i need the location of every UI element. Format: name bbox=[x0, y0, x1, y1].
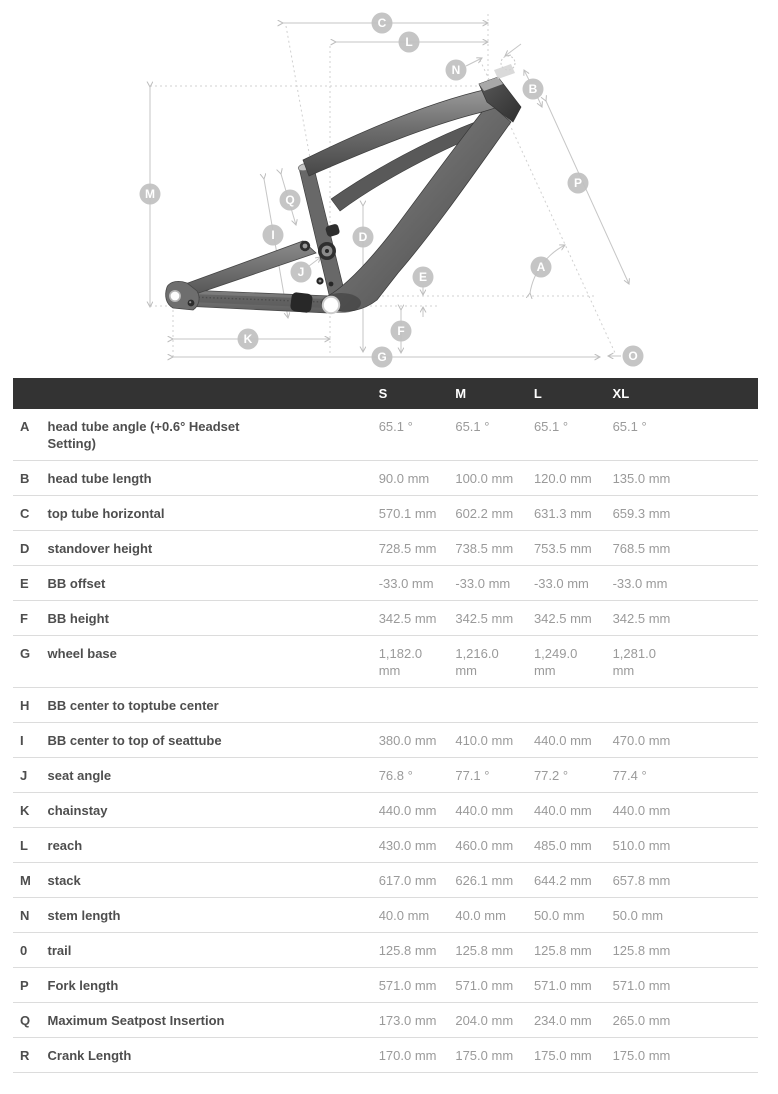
cell-value: 40.0 mm bbox=[378, 908, 430, 923]
cell-value: 753.5 mm bbox=[533, 541, 592, 556]
cell-value: 50.0 mm bbox=[533, 908, 585, 923]
cell-value: 659.3 mm bbox=[612, 506, 671, 521]
table-row bbox=[13, 898, 758, 933]
cell-value: -33.0 mm bbox=[455, 576, 511, 591]
cell-value: 175.0 mm bbox=[533, 1048, 592, 1063]
cell-value: 125.8 mm bbox=[378, 943, 437, 958]
row-letter: K bbox=[20, 803, 30, 818]
row-label: BB offset bbox=[47, 576, 106, 591]
cell-value: 644.2 mm bbox=[533, 873, 592, 888]
row-label: reach bbox=[47, 838, 83, 853]
cell-value: 1,281.0 mm bbox=[612, 646, 656, 678]
cell-value: 120.0 mm bbox=[533, 471, 592, 486]
row-label: stem length bbox=[47, 908, 121, 923]
cell-value: 571.0 mm bbox=[612, 978, 671, 993]
cell-value: 265.0 mm bbox=[612, 1013, 671, 1028]
cell-value: 125.8 mm bbox=[533, 943, 592, 958]
row-letter: F bbox=[20, 611, 28, 626]
cell-value: 175.0 mm bbox=[455, 1048, 514, 1063]
cell-value: 175.0 mm bbox=[612, 1048, 671, 1063]
row-letter: D bbox=[20, 541, 30, 556]
cell-value: 570.1 mm bbox=[378, 506, 437, 521]
badge-letter: J bbox=[297, 265, 305, 280]
cell-value: 77.4 ° bbox=[612, 768, 647, 783]
badge-letter: Q bbox=[285, 193, 295, 208]
badge-letter: N bbox=[451, 63, 461, 78]
table-row bbox=[13, 723, 758, 758]
cell-value: 602.2 mm bbox=[455, 506, 514, 521]
table-row bbox=[13, 531, 758, 566]
row-letter: Q bbox=[20, 1013, 31, 1028]
cell-value: 1,249.0 mm bbox=[533, 646, 578, 678]
badge-letter: I bbox=[271, 228, 275, 243]
table-row bbox=[13, 1038, 758, 1073]
cell-value: 90.0 mm bbox=[378, 471, 430, 486]
badge-letter: D bbox=[358, 230, 368, 245]
cell-value: 77.1 ° bbox=[455, 768, 490, 783]
row-letter: A bbox=[20, 419, 30, 434]
row-label: Maximum Seatpost Insertion bbox=[47, 1013, 225, 1028]
table-row bbox=[13, 863, 758, 898]
table-body bbox=[13, 409, 758, 1073]
row-label: BB center to toptube center bbox=[47, 698, 219, 713]
row-label: Crank Length bbox=[47, 1048, 132, 1063]
table-row bbox=[13, 828, 758, 863]
cell-value bbox=[534, 697, 613, 714]
row-label: trail bbox=[47, 943, 72, 958]
cell-value: 125.8 mm bbox=[455, 943, 514, 958]
cell-value: 617.0 mm bbox=[378, 873, 437, 888]
row-letter: J bbox=[20, 768, 28, 783]
table-row bbox=[13, 1003, 758, 1038]
row-letter: G bbox=[20, 646, 31, 661]
cell-value: 440.0 mm bbox=[455, 803, 514, 818]
table-row bbox=[13, 461, 758, 496]
table-row bbox=[13, 793, 758, 828]
cell-value: 485.0 mm bbox=[533, 838, 592, 853]
cell-value: 170.0 mm bbox=[378, 1048, 437, 1063]
cell-value: 342.5 mm bbox=[612, 611, 671, 626]
cell-value: 65.1 ° bbox=[455, 419, 490, 434]
row-letter: L bbox=[20, 838, 28, 853]
cell-value: 65.1 ° bbox=[612, 419, 647, 434]
cell-value: 342.5 mm bbox=[533, 611, 592, 626]
cell-value bbox=[455, 697, 534, 714]
row-label: seat angle bbox=[47, 768, 112, 783]
cell-value: 657.8 mm bbox=[612, 873, 671, 888]
cell-value: 460.0 mm bbox=[455, 838, 514, 853]
table-row bbox=[13, 636, 758, 688]
table-row bbox=[13, 409, 758, 461]
row-letter: C bbox=[20, 506, 30, 521]
cell-value: 65.1 ° bbox=[378, 419, 413, 434]
row-label: Fork length bbox=[47, 978, 119, 993]
row-letter: N bbox=[20, 908, 30, 923]
cell-value bbox=[379, 697, 456, 714]
badge-letter: L bbox=[405, 35, 413, 50]
geometry-table bbox=[13, 378, 758, 1073]
row-label: stack bbox=[47, 873, 81, 888]
table-header bbox=[13, 378, 758, 409]
cell-value: 100.0 mm bbox=[455, 471, 514, 486]
cell-value: 173.0 mm bbox=[378, 1013, 437, 1028]
badge-letter: M bbox=[145, 187, 155, 202]
cell-value: 204.0 mm bbox=[455, 1013, 514, 1028]
cell-value: 40.0 mm bbox=[455, 908, 506, 923]
row-label: chainstay bbox=[47, 803, 108, 818]
row-letter: H bbox=[20, 698, 30, 713]
col-header-s: S bbox=[378, 386, 388, 401]
badge-letter: A bbox=[536, 260, 546, 275]
cell-value: 65.1 ° bbox=[533, 419, 569, 434]
row-letter: I bbox=[20, 733, 24, 748]
cell-value: 135.0 mm bbox=[612, 471, 671, 486]
cell-value: -33.0 mm bbox=[378, 576, 434, 591]
cell-value: 470.0 mm bbox=[612, 733, 671, 748]
badge-letter: K bbox=[243, 332, 253, 347]
row-letter: E bbox=[20, 576, 29, 591]
cell-value: 440.0 mm bbox=[612, 803, 671, 818]
cell-value: 571.0 mm bbox=[533, 978, 592, 993]
table-row bbox=[13, 933, 758, 968]
table-row bbox=[13, 688, 758, 723]
row-letter: 0 bbox=[20, 943, 28, 958]
cell-value: -33.0 mm bbox=[612, 576, 668, 591]
cell-value bbox=[613, 697, 758, 714]
cell-value: 1,216.0 mm bbox=[455, 646, 499, 678]
cell-value: 728.5 mm bbox=[378, 541, 437, 556]
cell-value: 234.0 mm bbox=[533, 1013, 592, 1028]
cell-value: 631.3 mm bbox=[533, 506, 592, 521]
cell-value: 571.0 mm bbox=[455, 978, 514, 993]
row-label: wheel base bbox=[47, 646, 117, 661]
badge-letter: O bbox=[628, 349, 638, 364]
cell-value: 738.5 mm bbox=[455, 541, 514, 556]
row-label: head tube length bbox=[47, 471, 152, 486]
cell-value: 76.8 ° bbox=[378, 768, 413, 783]
table-row bbox=[13, 601, 758, 636]
cell-value: 380.0 mm bbox=[378, 733, 437, 748]
bike-geometry-diagram bbox=[0, 0, 778, 375]
col-header-xl: XL bbox=[612, 386, 630, 401]
table-row bbox=[13, 758, 758, 793]
cell-value: 50.0 mm bbox=[612, 908, 664, 923]
cell-value: 125.8 mm bbox=[612, 943, 671, 958]
row-letter: B bbox=[20, 471, 30, 486]
row-label: top tube horizontal bbox=[47, 506, 165, 521]
badge-letter: F bbox=[397, 324, 405, 339]
cell-value: 440.0 mm bbox=[378, 803, 437, 818]
row-label: BB height bbox=[47, 611, 109, 626]
badge-letter: P bbox=[573, 176, 583, 191]
bike-frame-illustration bbox=[166, 56, 521, 313]
cell-value: 510.0 mm bbox=[612, 838, 671, 853]
col-header-l: L bbox=[533, 386, 542, 401]
cell-value: 440.0 mm bbox=[533, 733, 592, 748]
table-row bbox=[13, 496, 758, 531]
col-header-m: M bbox=[455, 386, 467, 401]
cell-value: 430.0 mm bbox=[378, 838, 437, 853]
cell-value: 626.1 mm bbox=[455, 873, 514, 888]
badge-letter: C bbox=[377, 16, 387, 31]
cell-value: 410.0 mm bbox=[455, 733, 514, 748]
badge-letter: G bbox=[377, 350, 387, 365]
cell-value: 571.0 mm bbox=[378, 978, 437, 993]
row-label: head tube angle (+0.6° Headset Setting) bbox=[47, 419, 240, 451]
cell-value: 768.5 mm bbox=[612, 541, 671, 556]
table-row bbox=[13, 566, 758, 601]
row-letter: R bbox=[20, 1048, 30, 1063]
cell-value: -33.0 mm bbox=[533, 576, 589, 591]
row-letter: M bbox=[20, 873, 31, 888]
cell-value: 342.5 mm bbox=[378, 611, 437, 626]
row-letter: P bbox=[20, 978, 29, 993]
badge-letter: E bbox=[418, 270, 428, 285]
cell-value: 77.2 ° bbox=[533, 768, 569, 783]
measurement-badges bbox=[140, 13, 644, 368]
cell-value: 342.5 mm bbox=[455, 611, 514, 626]
row-label: BB center to top of seattube bbox=[47, 733, 222, 748]
badge-letter: B bbox=[528, 82, 538, 97]
row-label: standover height bbox=[47, 541, 153, 556]
cell-value: 1,182.0 mm bbox=[378, 646, 423, 678]
cell-value: 440.0 mm bbox=[533, 803, 592, 818]
table-row bbox=[13, 968, 758, 1003]
